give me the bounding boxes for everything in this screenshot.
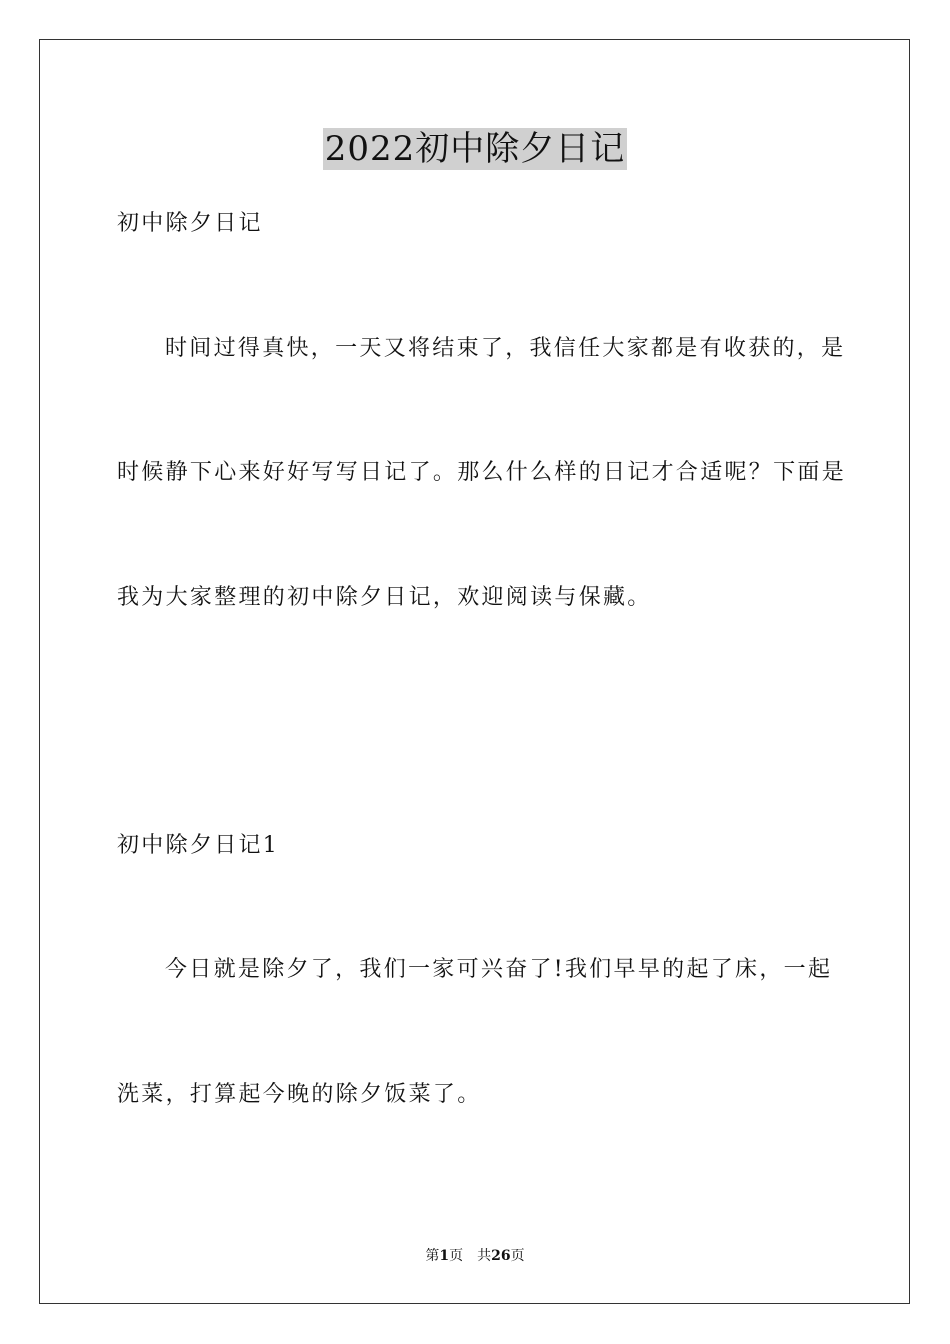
document-subtitle: 初中除夕日记 bbox=[117, 211, 263, 236]
section-line-1: 今日就是除夕了，我们一家可兴奋了!我们早早的起了床，一起 bbox=[165, 957, 833, 982]
page-footer bbox=[0, 1247, 950, 1265]
footer-page-suffix: 页 bbox=[510, 1248, 525, 1264]
intro-line-1: 时间过得真快，一天又将结束了，我信任大家都是有收获的，是 bbox=[165, 336, 846, 361]
footer-page-current: 1 bbox=[439, 1248, 450, 1264]
footer-page-prefix: 第 bbox=[425, 1248, 440, 1264]
footer-page-mid: 页 共 bbox=[449, 1248, 492, 1264]
section-heading: 初中除夕日记1 bbox=[117, 833, 280, 858]
footer-page-total: 26 bbox=[491, 1248, 511, 1264]
intro-line-3: 我为大家整理的初中除夕日记，欢迎阅读与保藏。 bbox=[117, 585, 652, 610]
section-line-2: 洗菜，打算起今晚的除夕饭菜了。 bbox=[117, 1082, 482, 1107]
intro-line-2: 时候静下心来好好写写日记了。那么什么样的日记才合适呢？下面是 bbox=[117, 460, 847, 485]
page-title: 2022初中除夕日记 bbox=[324, 129, 626, 169]
title-container bbox=[0, 128, 950, 170]
